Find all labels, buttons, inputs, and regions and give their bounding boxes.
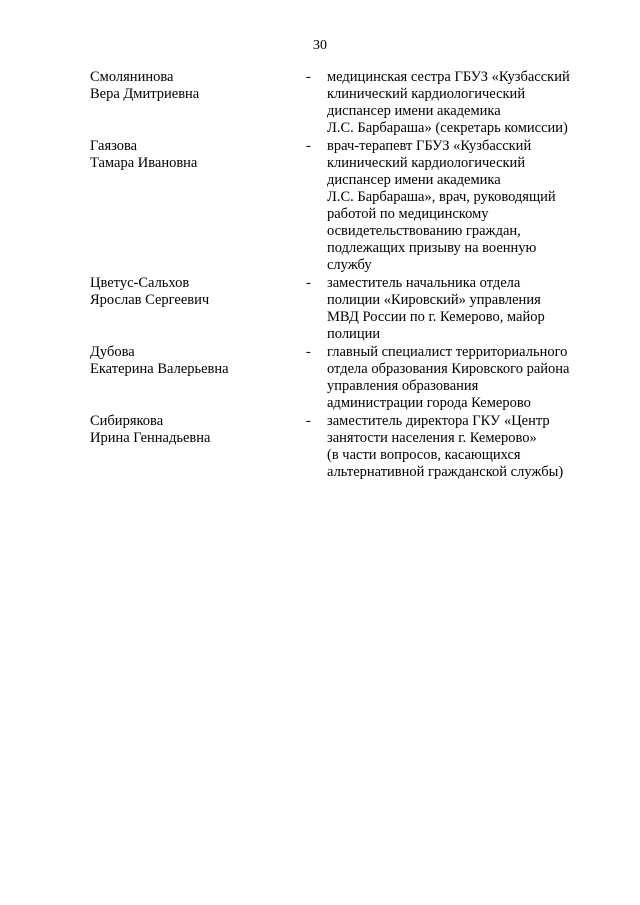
- member-position: [327, 138, 595, 274]
- member-position: [327, 69, 595, 137]
- member-position: [327, 275, 595, 343]
- member-position: [327, 413, 595, 481]
- member-name: [90, 344, 306, 412]
- position-line: МВД России по г. Кемерово, майор: [327, 309, 545, 325]
- position-line: полиции: [327, 326, 381, 342]
- dash-separator: -: [306, 138, 311, 154]
- member-surname: Дубова: [90, 344, 135, 360]
- member-given-names: Ирина Геннадьевна: [90, 430, 211, 446]
- position-line: освидетельствованию граждан,: [327, 223, 521, 239]
- position-line: клинический кардиологический: [327, 155, 526, 171]
- dash-separator: -: [306, 413, 311, 429]
- position-line: клинический кардиологический: [327, 86, 526, 102]
- position-line: диспансер имени академика: [327, 172, 501, 188]
- member-surname: Цветус-Сальхов: [90, 275, 190, 291]
- member-name: [90, 69, 306, 137]
- member-name: [90, 275, 306, 343]
- member-surname: Гаязова: [90, 138, 138, 154]
- position-line: подлежащих призыву на военную: [327, 240, 537, 256]
- position-line: главный специалист территориального: [327, 344, 568, 360]
- member-surname: Смолянинова: [90, 69, 174, 85]
- position-line: администрации города Кемерово: [327, 395, 531, 411]
- position-line: (в части вопросов, касающихся: [327, 447, 521, 463]
- member-entry: [90, 344, 595, 412]
- position-line: врач-терапевт ГБУЗ «Кузбасский: [327, 138, 532, 154]
- commission-members-list: [90, 69, 595, 482]
- position-line: управления образования: [327, 378, 479, 394]
- position-line: службу: [327, 257, 372, 273]
- dash-separator: -: [306, 275, 311, 291]
- member-entry: [90, 275, 595, 343]
- member-position: [327, 344, 595, 412]
- position-line: Л.С. Барбараша» (секретарь комиссии): [327, 120, 568, 136]
- member-name: [90, 138, 306, 274]
- member-given-names: Тамара Ивановна: [90, 155, 198, 171]
- page-number: 30: [313, 38, 327, 53]
- position-line: заместитель директора ГКУ «Центр: [327, 413, 550, 429]
- member-given-names: Вера Дмитриевна: [90, 86, 200, 102]
- member-entry: [90, 138, 595, 274]
- position-line: диспансер имени академика: [327, 103, 501, 119]
- position-line: работой по медицинскому: [327, 206, 489, 222]
- member-surname: Сибирякова: [90, 413, 164, 429]
- position-line: Л.С. Барбараша», врач, руководящий: [327, 189, 556, 205]
- position-line: альтернативной гражданской службы): [327, 464, 564, 480]
- member-entry: [90, 69, 595, 137]
- member-name: [90, 413, 306, 481]
- position-line: медицинская сестра ГБУЗ «Кузбасский: [327, 69, 570, 85]
- position-line: отдела образования Кировского района: [327, 361, 570, 377]
- position-line: занятости населения г. Кемерово»: [327, 430, 537, 446]
- position-line: заместитель начальника отдела: [327, 275, 521, 291]
- member-given-names: Ярослав Сергеевич: [90, 292, 210, 308]
- dash-separator: -: [306, 344, 311, 360]
- position-line: полиции «Кировский» управления: [327, 292, 541, 308]
- dash-separator: -: [306, 69, 311, 85]
- member-given-names: Екатерина Валерьевна: [90, 361, 229, 377]
- member-entry: [90, 413, 595, 481]
